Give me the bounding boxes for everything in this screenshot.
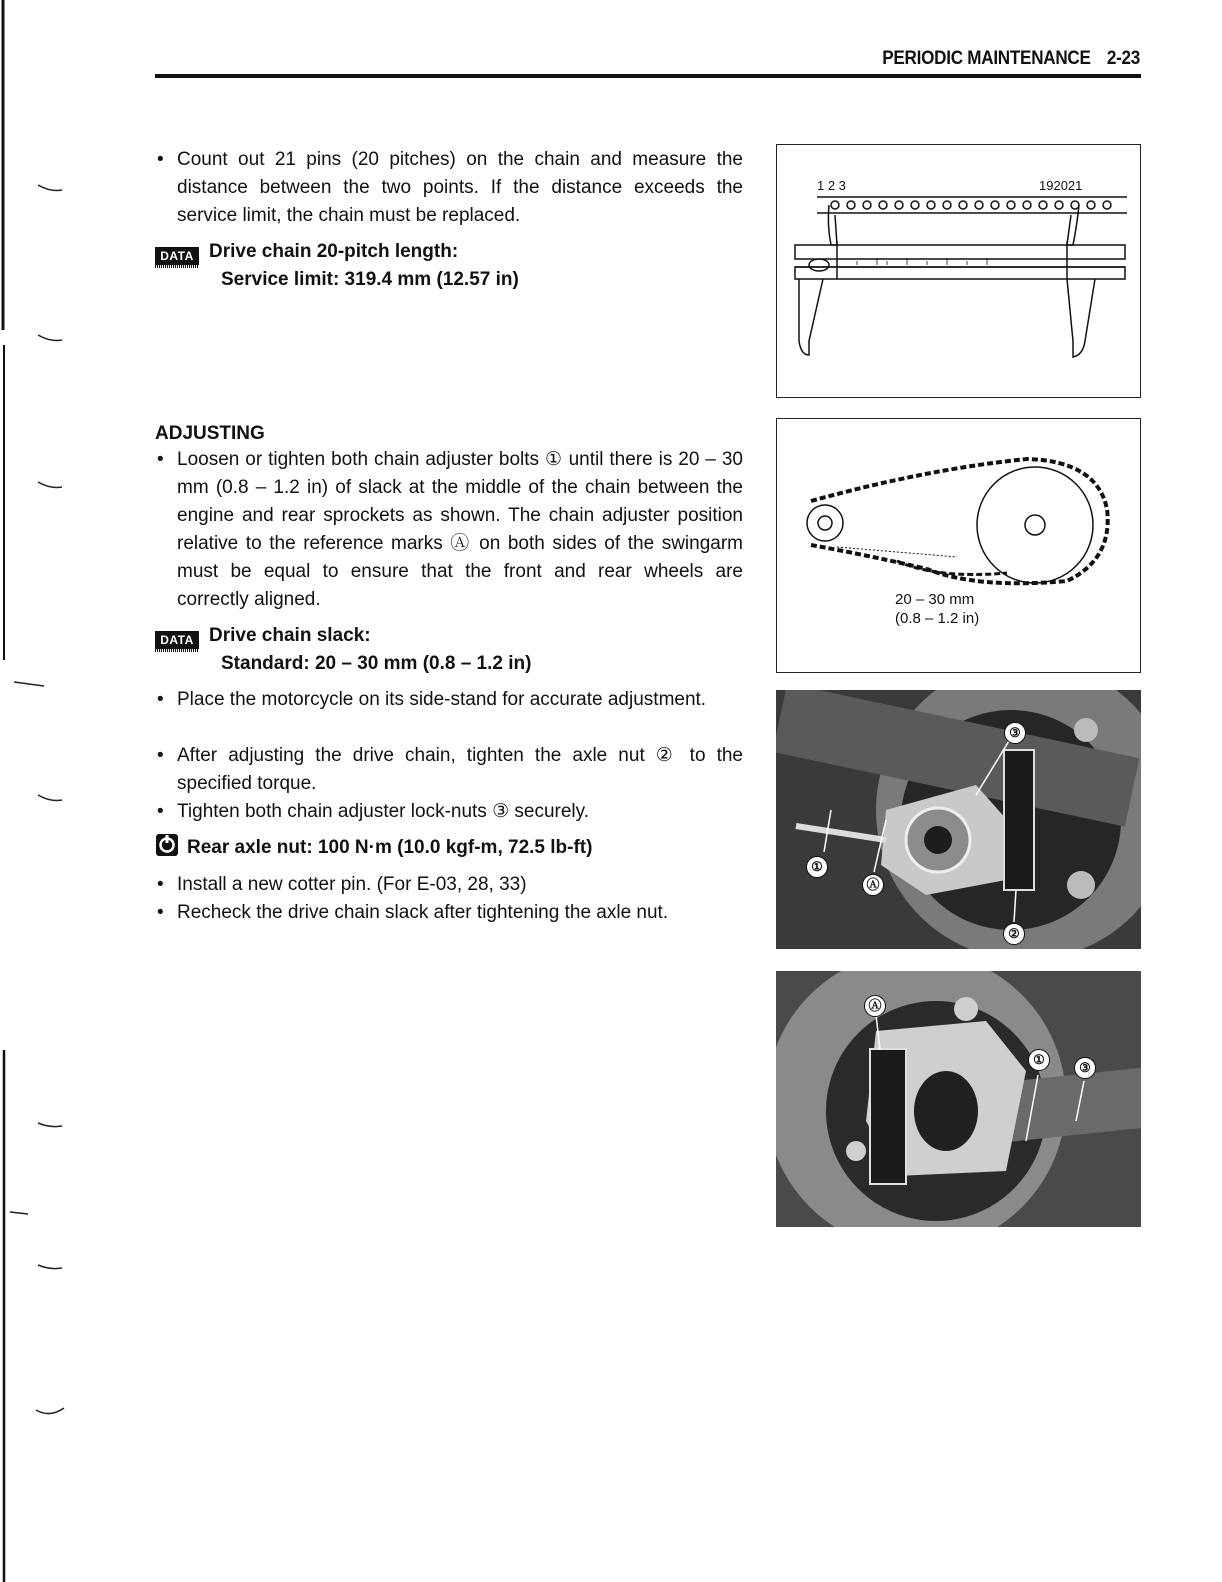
bullet-measure: • Count out 21 pins (20 pitches) on the chain and measure the distance between the two points. If the distance exceeds the service limit, the chain must be replaced. bbox=[157, 149, 743, 226]
callout-lock-nut-3: ③ bbox=[1074, 1057, 1096, 1079]
data-badge-icon: DATA bbox=[155, 247, 199, 265]
caliper-pin-label-right: 192021 bbox=[1039, 178, 1083, 193]
bullet-recheck: • Recheck the drive chain slack after tightening the axle nut. bbox=[157, 902, 669, 923]
header-section-title: PERIODIC MAINTENANCE bbox=[882, 48, 1091, 69]
bullet-tighten: • Tighten both chain adjuster lock-nuts ③ securely. bbox=[157, 801, 590, 822]
scan-edge-marks bbox=[0, 0, 70, 1582]
spec-chain-slack-title: Drive chain slack: bbox=[209, 625, 371, 646]
spec-chain-length-title: Drive chain 20-pitch length: bbox=[209, 241, 459, 262]
torque-wrench-icon bbox=[155, 833, 179, 857]
header-rule bbox=[155, 74, 1141, 78]
photo-left-adjuster bbox=[776, 971, 1141, 1227]
torque-spec-text: Rear axle nut: 100 N·m (10.0 kgf-m, 72.5 lb-ft) bbox=[187, 837, 593, 858]
spec-chain-length bbox=[155, 238, 519, 294]
figure-chain-slack bbox=[776, 418, 1141, 673]
spec-chain-slack bbox=[155, 622, 531, 678]
spec-chain-length-value: Service limit: 319.4 mm (12.57 in) bbox=[221, 269, 519, 290]
bullet-loosen: • Loosen or tighten both chain adjuster bolts ① until there is 20 – 30 mm (0.8 – 1.2 in) of slack at the middle of the chain between the engine and rear sprockets as shown. The chain adjuster position relative to the reference marks Ⓐ on both sides of the swingarm must be equal to ensure that the front and rear wheels are correctly aligned. bbox=[157, 449, 743, 610]
photo-rear-axle-adjuster bbox=[776, 690, 1141, 949]
callout-adjuster-bolt-1: ① bbox=[1028, 1049, 1050, 1071]
slack-caption-mm: 20 – 30 mm bbox=[895, 591, 975, 608]
header-page-number: 2-23 bbox=[1106, 48, 1140, 69]
callout-adjuster-bolt-1: Ⓐ bbox=[862, 874, 884, 896]
page-header bbox=[254, 48, 1141, 70]
callout-axle-nut-2: ③ bbox=[1004, 722, 1026, 744]
figure-chain-caliper bbox=[776, 144, 1141, 398]
spec-axle-torque bbox=[155, 833, 592, 862]
slack-drawing bbox=[777, 419, 1142, 674]
bullet-place: • Place the motorcycle on its side-stand for accurate adjustment. bbox=[157, 689, 707, 710]
caliper-pin-label-left: 1 2 3 bbox=[817, 178, 846, 193]
data-badge-icon: DATA bbox=[155, 631, 199, 649]
callout-lock-nut-3: ① bbox=[806, 856, 828, 878]
spec-chain-slack-value: Standard: 20 – 30 mm (0.8 – 1.2 in) bbox=[221, 653, 532, 674]
callout-reference-mark-a: ② bbox=[1003, 923, 1025, 945]
slack-caption-in: (0.8 – 1.2 in) bbox=[895, 610, 980, 627]
section-title-adjusting: ADJUSTING bbox=[155, 423, 265, 444]
bullet-after: • After adjusting the drive chain, tighten the axle nut ② to the specified torque. bbox=[157, 745, 743, 794]
bullet-install: • Install a new cotter pin. (For E-03, 28, 33) bbox=[157, 874, 527, 895]
callout-reference-mark-a: Ⓐ bbox=[864, 995, 886, 1017]
